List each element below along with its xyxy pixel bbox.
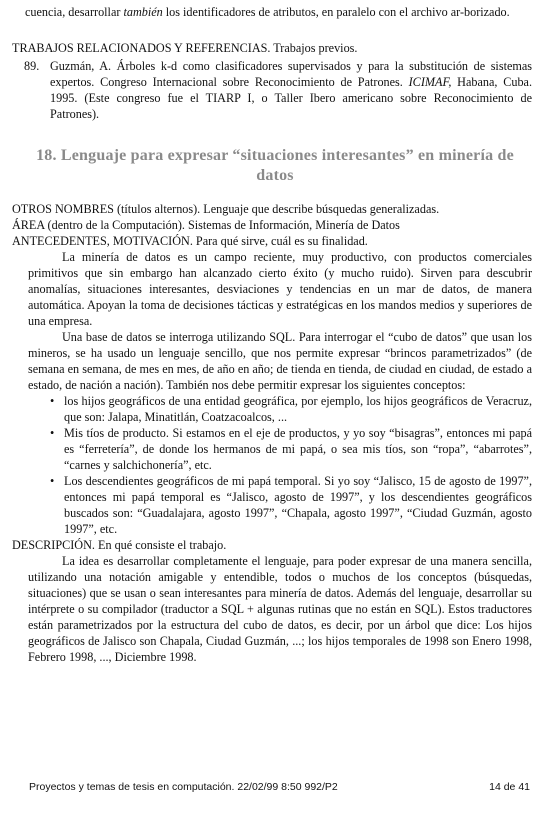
paragraph-sql-text: Una base de datos se interroga utilizando SQL. Para interrogar el “cubo de datos” que usan los mineros, se ha usado un lenguaje sencillo, que nos permite expresar “brincos parametrizados” (de semana en semana, de mes en mes, de año en año; de tienda en tienda, de ciudad en ciudad, de estado a estado, de nación a nación). También nos debe permitir expresar los siguientes conceptos: [28, 330, 532, 392]
continued-paragraph [25, 4, 530, 20]
list-item-text: los hijos geográficos de una entidad geográfica, por ejemplo, los hijos geográficos de Veracruz, que son: Jalapa, Minatitlán, Coatzacoalcos, ... [64, 394, 532, 424]
related-work-heading: TRABAJOS RELACIONADOS Y REFERENCIAS. Trabajos previos. [12, 41, 358, 55]
section-title: 18. Lenguaje para expresar “situaciones interesantes” en minería de datos [36, 147, 514, 184]
continued-text-end: los identificadores de atributos, en paralelo con el archivo ar-borizado. [162, 5, 510, 19]
otros-nombres-line: OTROS NOMBRES (títulos alternos). Lenguaje que describe búsquedas generalizadas. [12, 202, 440, 216]
reference-text: Guzmán, A. Árboles k-d como clasificadores supervisados y para la substitución de sistemas expertos. Congreso Internacional sobre Reconocimiento de Patrones. [50, 59, 532, 89]
paragraph-mineria [28, 249, 532, 329]
bullet-icon: • [50, 394, 55, 408]
continued-text: cuencia, desarrollar [25, 5, 124, 19]
reference-number: 89. [24, 59, 40, 73]
reference-item [24, 58, 534, 122]
emphasis-text: también [123, 5, 163, 19]
section-body [12, 201, 532, 665]
page-number: 14 de 41 [489, 781, 530, 793]
bullet-icon: • [50, 474, 55, 488]
list-item [50, 473, 532, 537]
list-item [50, 425, 532, 473]
descripcion-heading: DESCRIPCIÓN. En qué consiste el trabajo. [12, 538, 227, 552]
reference-body [50, 58, 532, 122]
reference-emphasis: ICIMAF, [408, 75, 452, 89]
paragraph-sql [28, 329, 532, 393]
list-item-text: Mis tíos de producto. Si estamos en el eje de productos, y yo soy “bisagras”, entonces mi papá es “ferretería”, de donde los hermanos de mi papá, o sea mis tíos, son “ropa”, “abarrotes”, “carnes y salchichonería”, etc. [64, 426, 532, 472]
page-footer [29, 781, 530, 793]
list-item [50, 393, 532, 425]
concept-list [12, 393, 532, 537]
paragraph-mineria-text: La minería de datos es un campo reciente, muy productivo, con productos comerciales primitivos que sin embargo han alcanzado cierto éxito (y mucho ruido). Sirven para descubrir anomalías, situaciones interesantes, desviaciones y tendencias en un mar de datos, de manera automática. Apoyan la toma de decisiones tácticas y estratégicas en los mandos medios y superiores de una empresa. [28, 250, 532, 328]
footer-title: Proyectos y temas de tesis en computación. 22/02/99 8:50 992/P2 [29, 781, 338, 793]
reference-text-end: Habana, Cuba. 1995. (Este congreso fue el TIARP I, o Taller Ibero americano sobre Reconocimiento de Patrones). [50, 75, 532, 121]
area-line: ÁREA (dentro de la Computación). Sistemas de Información, Minería de Datos [12, 218, 400, 232]
list-item-text: Los descendientes geográficos de mi papá temporal. Si yo soy “Jalisco, 15 de agosto de 1997”, entonces mi papá temporal es “Jalisco, agosto de 1997”, y los descendientes geográficos buscados son: “Guadalajara, agosto 1997”, “Chapala, agosto 1997”, “Ciudad Guzmán, agosto 1997”, etc. [64, 474, 532, 536]
paragraph-idea [28, 553, 532, 665]
paragraph-idea-text: La idea es desarrollar completamente el lenguaje, para poder expresar de una manera sencilla, utilizando una notación amigable y entendible, todos o muchos de los conceptos (búsquedas, situaciones) que se usan o sean interesantes para minería de datos. Además del lenguaje, desarrollar su intérprete o su compilador (traductor a SQL + algunas rutinas que no están en SQL). Estos traductores están parametrizados por la estructura del cubo de datos, es decir, por un árbol que dice: Los hijos geográficos de Jalisco son Chapala, Ciudad Guzmán, ...; los hijos temporales de 1998 son Enero 1998, Febrero 1998, ..., Diciembre 1998. [28, 554, 532, 664]
bullet-icon: • [50, 426, 55, 440]
antecedentes-heading: ANTECEDENTES, MOTIVACIÓN. Para qué sirve, cuál es su finalidad. [12, 234, 368, 248]
